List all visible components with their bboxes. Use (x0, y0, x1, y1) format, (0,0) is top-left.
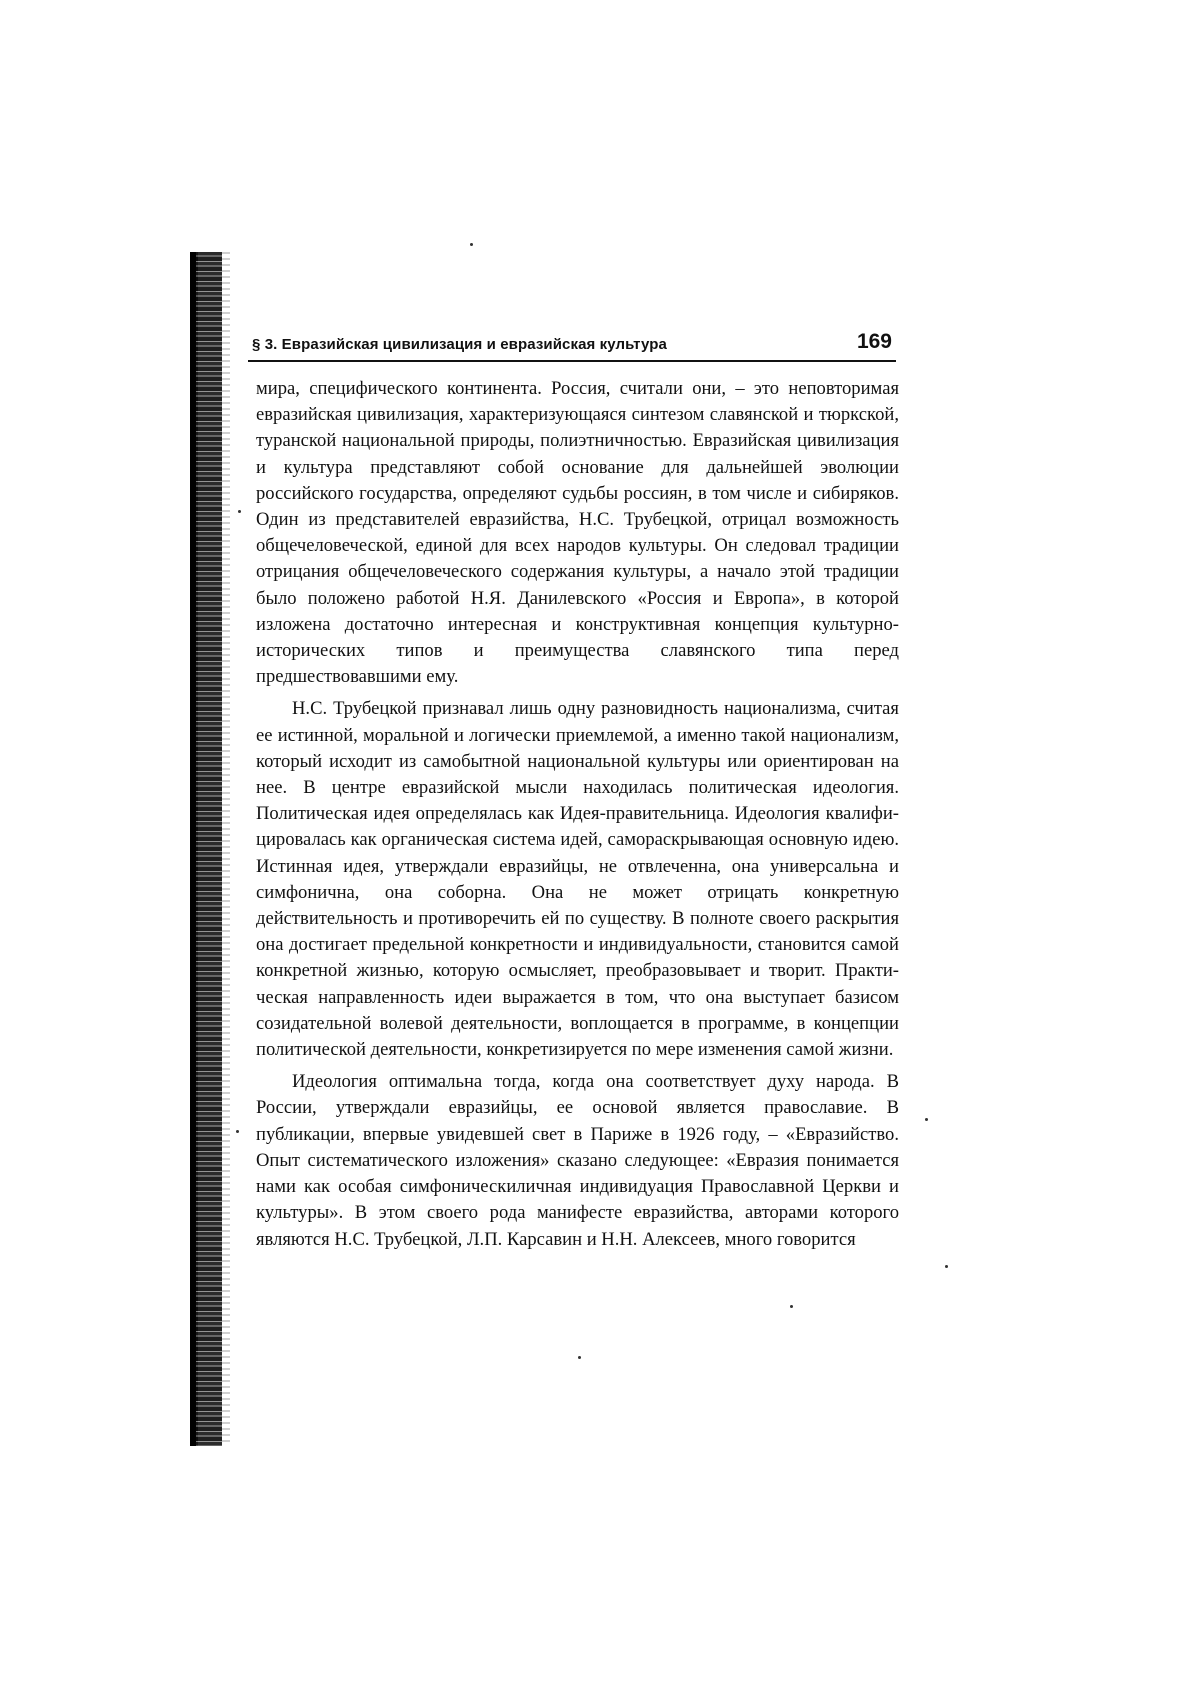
running-header (248, 330, 896, 362)
paragraph-1: мира, специфического континента. Россия, считали они, – это неповторимая евразийская цивилизация, характеризующаяся синтезом славянской и тюркской, туранской национальной природы, полиэтничностью. Евразийская цивилизация и культура представляют собой основание для дальнейшей эволюции российского государства, определяют судьбы россиян, в том числе и сибиряков. Один из представителей евразийства, Н.С. Трубецкой, отрицал возможность общечеловеческой, единой для всех народов культуры. Он следовал традиции отрицания общечеловеческого содержания культуры, а начало этой традиции было положено работой Н.Я. Данилевского «Россия и Европа», в которой изложена достаточно интересная и конструктивная концепция культурно-исторических типов и преимущества славянского типа перед предшествовавшими ему. (256, 378, 899, 688)
scan-speck (925, 1118, 928, 1121)
scan-speck (236, 1130, 239, 1133)
binding-shadow (196, 252, 222, 1446)
scan-speck (945, 1265, 948, 1268)
scan-speck (578, 1356, 581, 1359)
scan-speck (790, 1305, 793, 1308)
scan-speck (238, 510, 241, 513)
running-title: § 3. Евразийская цивилизация и евразийская культура (252, 336, 667, 353)
page-number: 169 (856, 330, 892, 353)
body-text (256, 376, 899, 1259)
scan-speck (470, 243, 473, 246)
paragraph-3: Идеология оптимальна тогда, когда она соответствует духу народа. В России, утверждали евразийцы, ее основой является православие. В публикации, впервые увидевшей свет в Париже в 1926 году, – «Евразийство. Опыт систематического изложения» сказано следующее: «Евразия понимается нами как особая симфоническиличная индивидуация Православной Церкви и культуры». В этом своего рода манифесте евразийства, авторами которого являются Н.С. Трубецкой, Л.П. Карсавин и Н.Н. Алексеев, много говорится (256, 1071, 899, 1250)
paragraph-2: Н.С. Трубецкой признавал лишь одну разновидность национализма, считая ее истинной, моральной и логически приемлемой, а именно такой национализм, который исходит из самобытной национальной культуры или ориентирован на нее. В центре евразийской мысли находилась политическая идеология. Политическая идея определялась как Идея-правительница. Идеология квалифицировалась как органическая система идей, самораскрывающая основную идею. Истинная идея, утверждали евразийцы, не отвлеченна, она универсальна и симфонична, она соборна. Она не может отрицать конкретную действительность и противоречить ей по существу. В полноте своего раскрытия она достигает предельной конкретности и индивидуальности, становится самой конкретной жизнью, которую осмысляет, преобразовывает и творит. Практическая направленность идеи выражается в том, что она выступает базисом созидательной волевой деятельности, воплощается в программе, в концепции политической деятельности, конкретизируется по мере изменения самой жизни. (256, 698, 899, 1061)
